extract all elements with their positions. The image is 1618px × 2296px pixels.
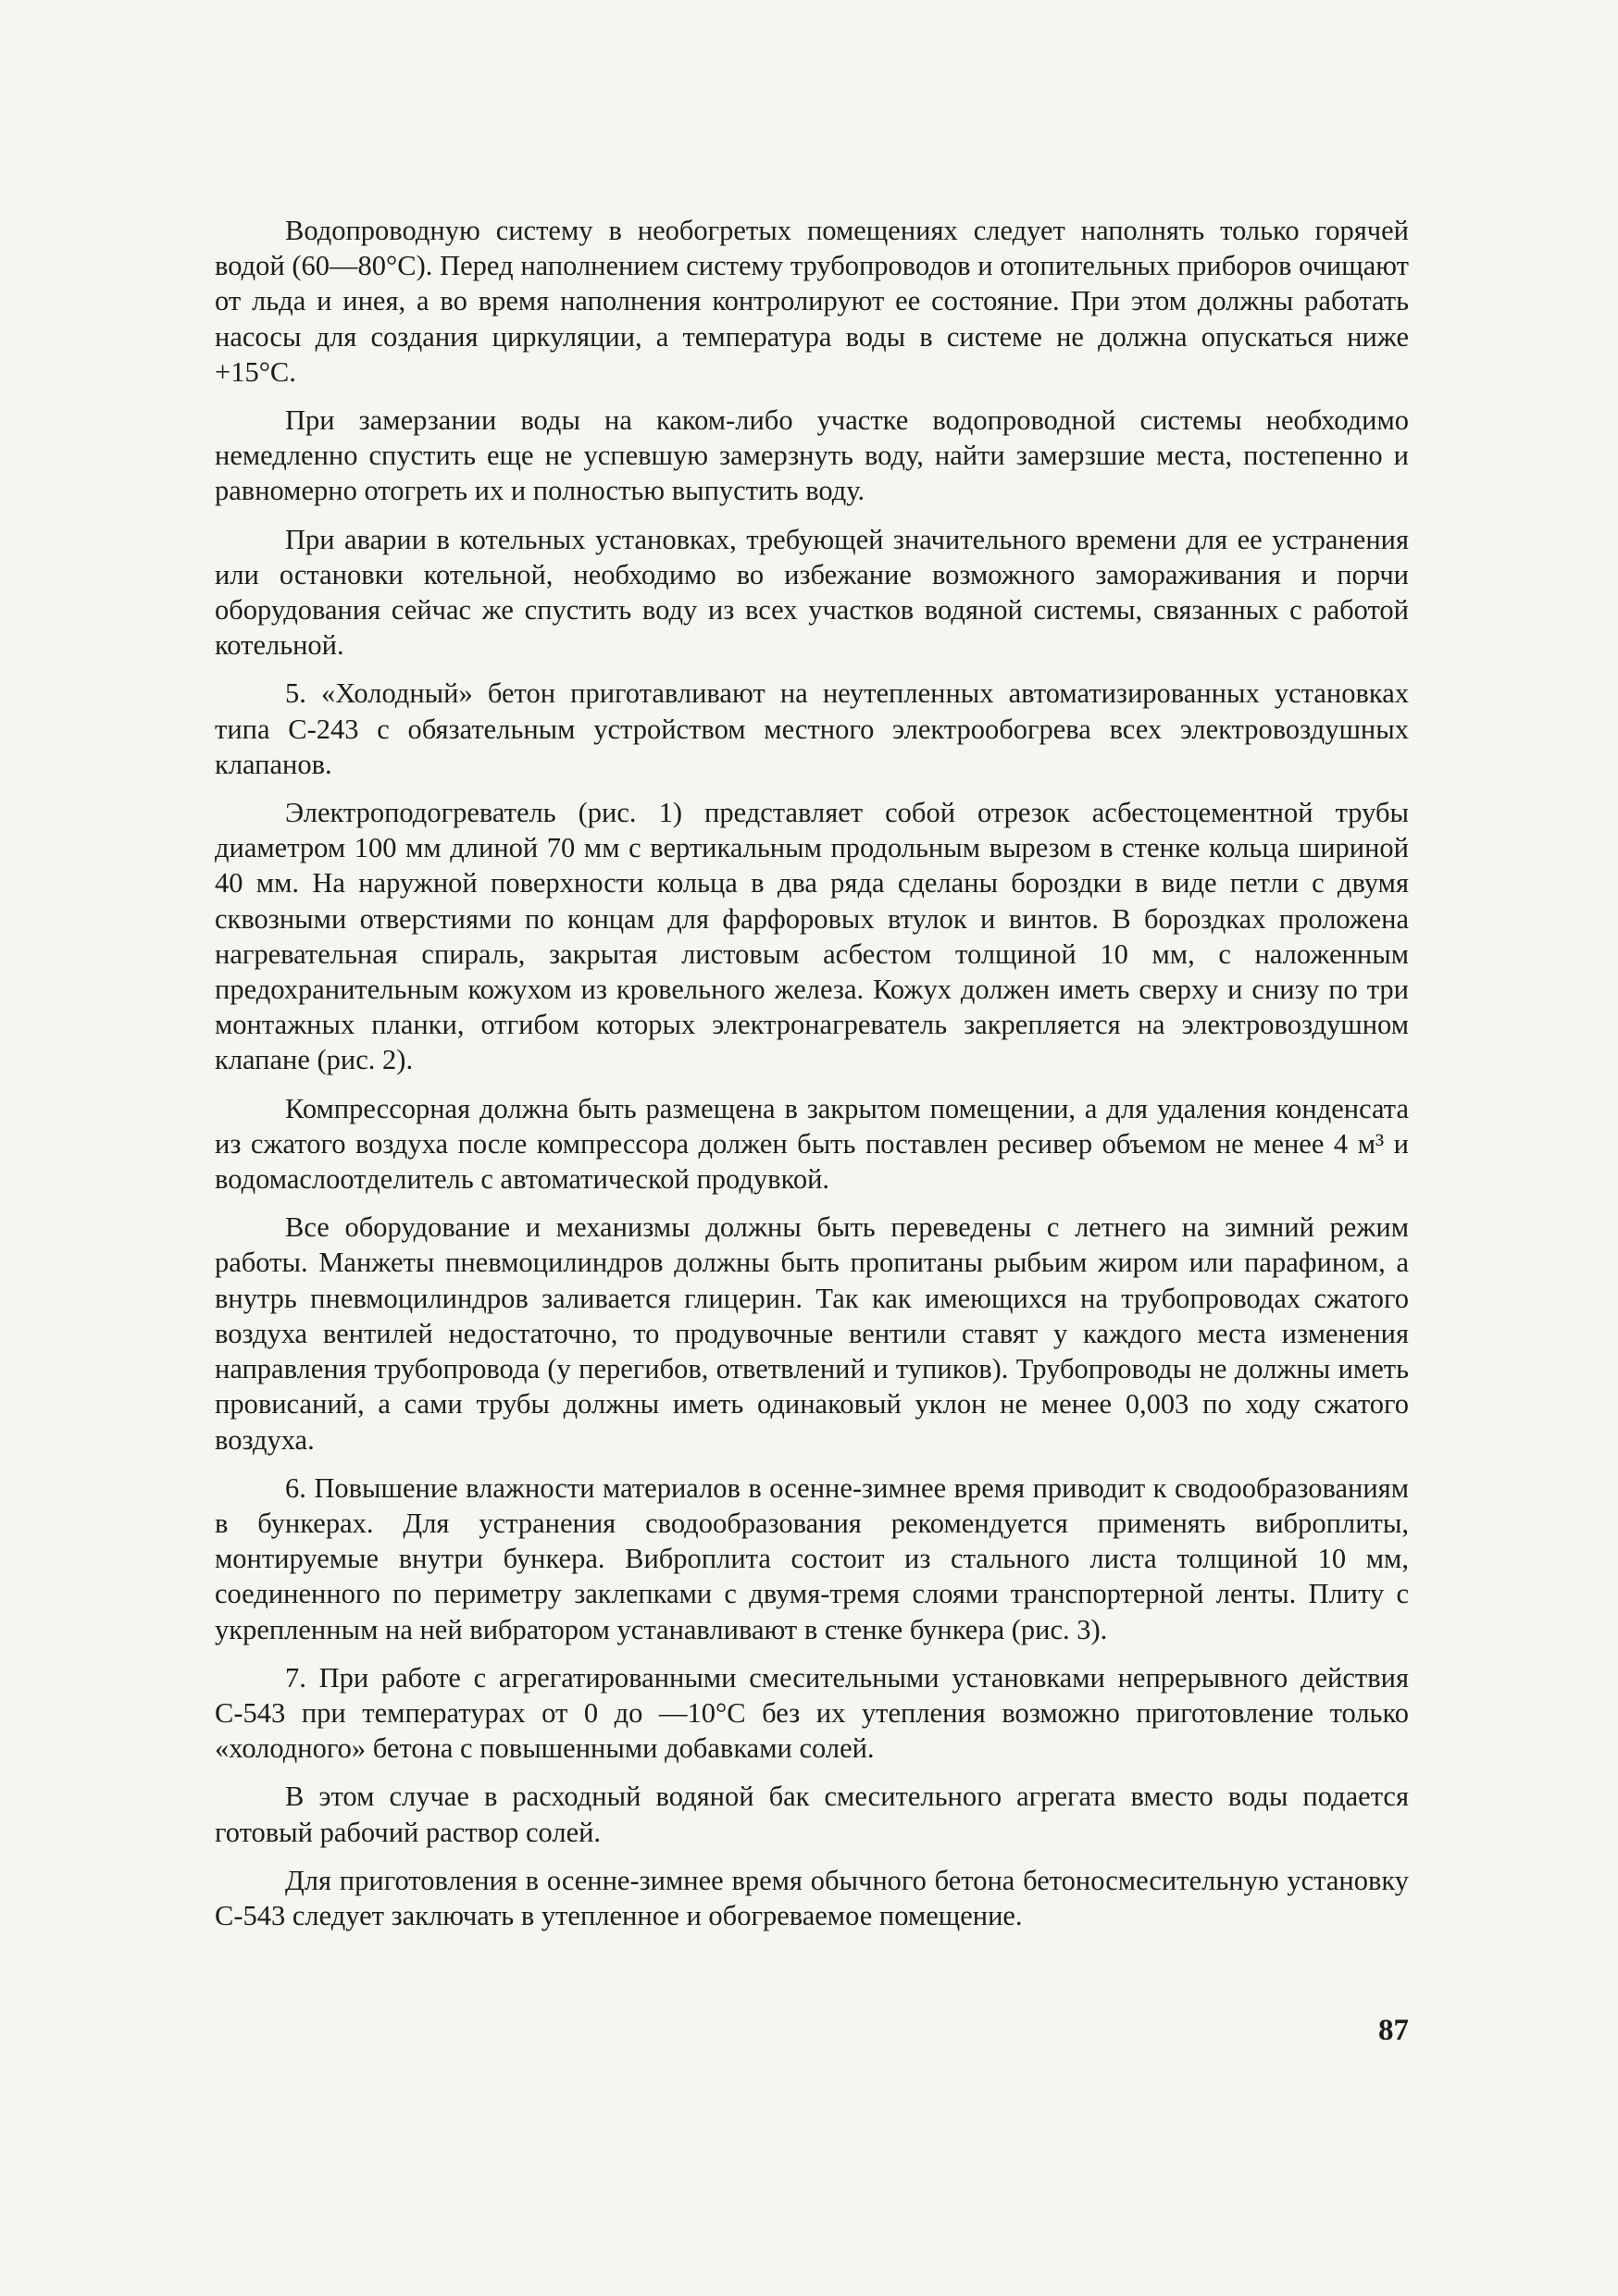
paragraph-water-freezing: При замерзании воды на каком-либо участке водопроводной системы необходимо немедленно спустить еще не успевшую замерзнуть воду, найти замерзшие места, постепенно и равномерно отогреть их и полностью выпустить воду. <box>215 404 1409 507</box>
paragraph-salt-solution: В этом случае в расходный водяной бак смесительного агрегата вместо воды подается готовый рабочий раствор солей. <box>215 1781 1409 1848</box>
paragraph-compressor-room: Компрессорная должна быть размещена в закрытом помещении, а для удаления конденсата из сжатого воздуха после компрессора должен быть поставлен ресивер объемом не менее 4 м³ и водомаслоотделитель с автоматической продувкой. <box>215 1092 1409 1196</box>
paragraph-item-5-cold-concrete: 5. «Холодный» бетон приготавливают на неутепленных автоматизированных установках типа С-243 с обязательным устройством местного электрообогрева всех электровоздушных клапанов. <box>215 677 1409 780</box>
paragraph-item-6-vibroplates: 6. Повышение влажности материалов в осенне-зимнее время приводит к сводообразованиям в бункерах. Для устранения сводообразования рекомендуется применять виброплиты, монтируемые внутри бункера. Виброплита состоит из стального листа толщиной 10 мм, соединенного по периметру заклепками с двумя-тремя слоями транспортерной ленты. Плиту с укрепленным на ней вибратором устанавливают в стенке бункера (рис. 3). <box>215 1471 1409 1645</box>
page-body <box>215 213 1409 1946</box>
paragraph-electric-heater: Электроподогреватель (рис. 1) представляет собой отрезок асбестоцементной трубы диаметром 100 мм длиной 70 мм с вертикальным продольным вырезом в стенке кольца шириной 40 мм. На наружной поверхности кольца в два ряда сделаны бороздки в виде петли с двумя сквозными отверстиями по концам для фарфоровых втулок и винтов. В бороздках проложена нагревательная спираль, закрытая листовым асбестом толщиной 10 мм, с наложенным предохранительным кожухом из кровельного железа. Кожух должен иметь сверху и снизу по три монтажных планки, отгибом которых электронагреватель закрепляется на электровоздушном клапане (рис. 2). <box>215 797 1409 1076</box>
paragraph-heated-room: Для приготовления в осенне-зимнее время обычного бетона бетоносмесительную установку С-543 следует заключать в утепленное и обогреваемое помещение. <box>215 1864 1409 1931</box>
page-number: 87 <box>1378 2014 1409 2047</box>
paragraph-equipment-winter-mode: Все оборудование и механизмы должны быть переведены с летнего на зимний режим работы. Манжеты пневмоцилиндров должны быть пропитаны рыбьим жиром или парафином, а внутрь пневмоцилиндров заливается глицерин. Так как имеющихся на трубопроводах сжатого воздуха вентилей недостаточно, то продувочные вентили ставят у каждого места изменения направления трубопровода (у перегибов, ответвлений и тупиков). Трубопроводы не должны иметь провисаний, а сами трубы должны иметь одинаковый уклон не менее 0,003 по ходу сжатого воздуха. <box>215 1211 1409 1456</box>
paragraph-water-system-filling: Водопроводную систему в необогретых помещениях следует наполнять только горячей водой (60—80°С). Перед наполнением систему трубопроводов и отопительных приборов очищают от льда и инея, а во время наполнения контролируют ее состояние. При этом должны работать насосы для создания циркуляции, а температура воды в системе не должна опускаться ниже +15°С. <box>215 215 1409 388</box>
paragraph-boiler-accident: При аварии в котельных установках, требующей значительного времени для ее устранения или остановки котельной, необходимо во избежание возможного замораживания и порчи оборудования сейчас же спустить воду из всех участков водяной системы, связанных с работой котельной. <box>215 523 1409 662</box>
paragraph-item-7-mixing-units: 7. При работе с агрегатированными смесительными установками непрерывного действия С-543 при температурах от 0 до —10°С без их утепления возможно приготовление только «холодного» бетона с повышенными добавками солей. <box>215 1661 1409 1765</box>
